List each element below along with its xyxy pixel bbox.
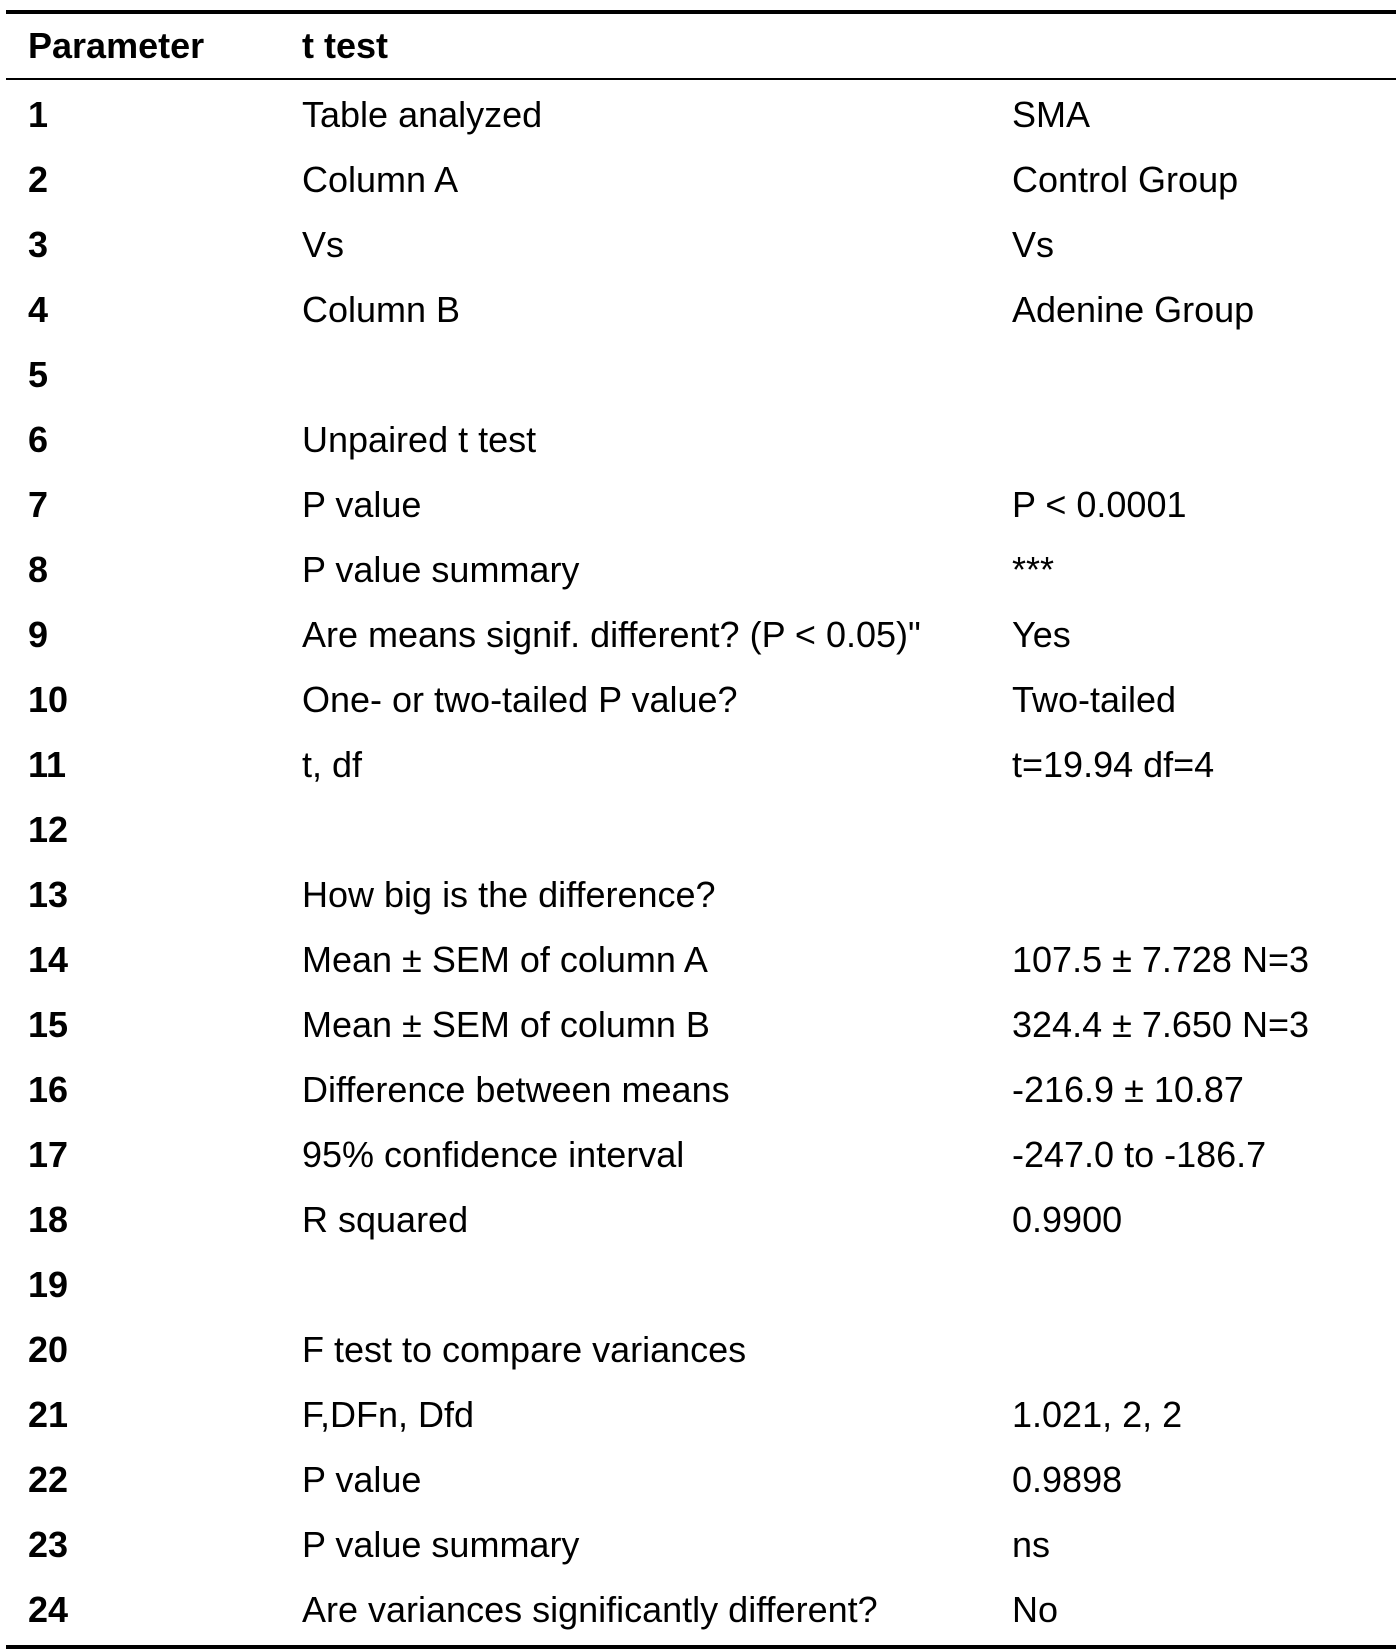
table-header-row: [6, 14, 1396, 78]
table-row: [6, 667, 1396, 732]
row-value: ***: [1012, 548, 1055, 590]
row-value: 0.9900: [1012, 1198, 1123, 1240]
row-number: 11: [28, 743, 67, 785]
table-row: [6, 1187, 1396, 1252]
table-row: [6, 342, 1396, 407]
row-value: Vs: [1012, 223, 1055, 265]
row-number: 5: [28, 353, 49, 395]
table-row: [6, 602, 1396, 667]
row-value: Adenine Group: [1012, 288, 1255, 330]
row-label: Difference between means: [302, 1068, 730, 1110]
row-value: -216.9 ± 10.87: [1012, 1068, 1244, 1110]
table-row: [6, 82, 1396, 147]
table-row: [6, 277, 1396, 342]
row-label: F,DFn, Dfd: [302, 1393, 475, 1435]
table-row: [6, 472, 1396, 537]
table-row: [6, 797, 1396, 862]
row-value: 0.9898: [1012, 1458, 1123, 1500]
row-number: 8: [28, 548, 49, 590]
row-number: 9: [28, 613, 49, 655]
row-label: Column A: [302, 158, 459, 200]
table-row: [6, 407, 1396, 472]
row-number: 21: [28, 1393, 69, 1435]
row-number: 24: [28, 1588, 69, 1630]
table-row: [6, 732, 1396, 797]
row-label: Are variances significantly different?: [302, 1588, 878, 1630]
row-number: 4: [28, 288, 49, 330]
row-label: Vs: [302, 223, 345, 265]
table-row: [6, 927, 1396, 992]
row-number: 19: [28, 1263, 69, 1305]
row-value: 324.4 ± 7.650 N=3: [1012, 1003, 1309, 1045]
row-number: 18: [28, 1198, 69, 1240]
row-label: Are means signif. different? (P < 0.05)": [302, 613, 921, 655]
row-value: ns: [1012, 1523, 1051, 1565]
row-number: 12: [28, 808, 69, 850]
row-number: 2: [28, 158, 49, 200]
row-number: 23: [28, 1523, 69, 1565]
row-number: 16: [28, 1068, 69, 1110]
row-value: SMA: [1012, 93, 1091, 135]
row-value: t=19.94 df=4: [1012, 743, 1215, 785]
row-label: P value: [302, 1458, 422, 1500]
row-number: 17: [28, 1133, 69, 1175]
table-body: [6, 80, 1396, 1645]
header-test: t test: [302, 25, 389, 66]
header-parameter: Parameter: [28, 25, 205, 66]
row-label: P value summary: [302, 1523, 580, 1565]
row-number: 15: [28, 1003, 69, 1045]
table-row: [6, 1577, 1396, 1642]
row-number: 3: [28, 223, 49, 265]
row-value: -247.0 to -186.7: [1012, 1133, 1267, 1175]
row-label: Unpaired t test: [302, 418, 537, 460]
row-label: P value summary: [302, 548, 580, 590]
row-value: Control Group: [1012, 158, 1239, 200]
table-row: [6, 862, 1396, 927]
row-label: R squared: [302, 1198, 469, 1240]
row-label: How big is the difference?: [302, 873, 716, 915]
table-row: [6, 1252, 1396, 1317]
row-number: 10: [28, 678, 69, 720]
row-number: 22: [28, 1458, 69, 1500]
row-number: 13: [28, 873, 69, 915]
row-label: Mean ± SEM of column B: [302, 1003, 710, 1045]
row-label: F test to compare variances: [302, 1328, 747, 1370]
row-label: P value: [302, 483, 422, 525]
row-label: t, df: [302, 743, 363, 785]
table-row: [6, 212, 1396, 277]
row-label: Column B: [302, 288, 461, 330]
row-number: 6: [28, 418, 49, 460]
row-number: 1: [28, 93, 49, 135]
row-value: 107.5 ± 7.728 N=3: [1012, 938, 1309, 980]
row-number: 7: [28, 483, 49, 525]
table-row: [6, 147, 1396, 212]
row-value: P < 0.0001: [1012, 483, 1187, 525]
table-row: [6, 1447, 1396, 1512]
row-value: 1.021, 2, 2: [1012, 1393, 1183, 1435]
table-row: [6, 1317, 1396, 1382]
row-label: 95% confidence interval: [302, 1133, 685, 1175]
row-label: Table analyzed: [302, 93, 543, 135]
table-row: [6, 1382, 1396, 1447]
row-value: No: [1012, 1588, 1059, 1630]
table-bottom-rule: [6, 1645, 1396, 1649]
table-row: [6, 1512, 1396, 1577]
row-label: Mean ± SEM of column A: [302, 938, 708, 980]
results-table: [6, 10, 1396, 1649]
table-row: [6, 1057, 1396, 1122]
row-label: One- or two-tailed P value?: [302, 678, 738, 720]
table-row: [6, 992, 1396, 1057]
row-number: 20: [28, 1328, 69, 1370]
row-number: 14: [28, 938, 69, 980]
table-row: [6, 537, 1396, 602]
table-row: [6, 1122, 1396, 1187]
row-value: Yes: [1012, 613, 1071, 655]
row-value: Two-tailed: [1012, 678, 1177, 720]
